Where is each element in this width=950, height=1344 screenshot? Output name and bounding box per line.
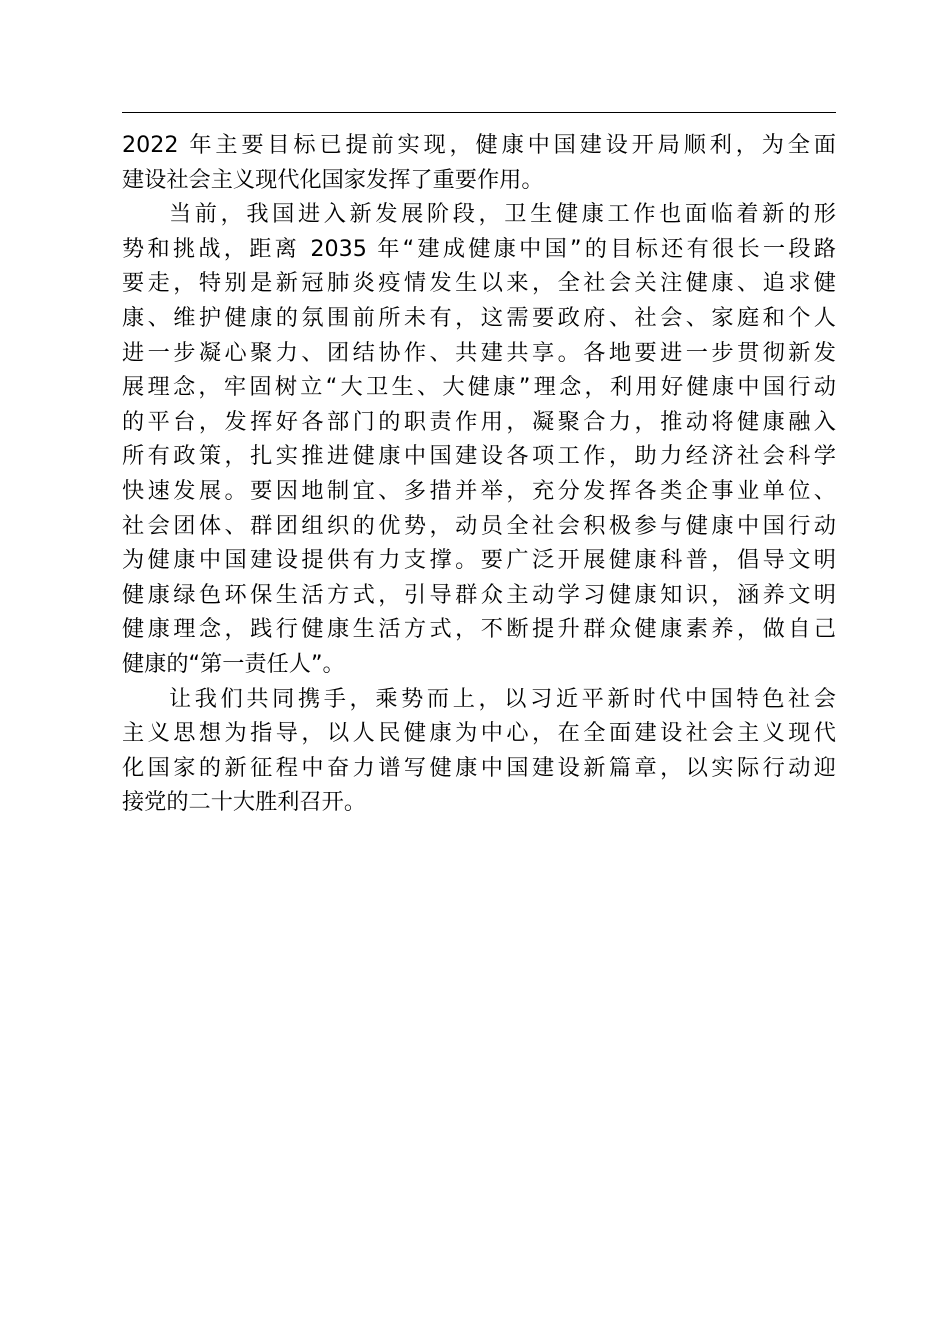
text-line: 健康理念，践行健康生活方式，不断提升群众健康素养，做自己 <box>122 616 836 643</box>
text-line: 所有政策，扎实推进健康中国建设各项工作，助力经济社会科学 <box>122 443 836 470</box>
text-line: 要走，特别是新冠肺炎疫情发生以来，全社会关注健康、追求健 <box>122 270 836 297</box>
text-line: 建设社会主义现代化国家发挥了重要作用。 <box>122 166 544 193</box>
text-line: 快速发展。要因地制宜、多措并举，充分发挥各类企事业单位、 <box>122 477 836 504</box>
text-line: 康、维护健康的氛围前所未有，这需要政府、社会、家庭和个人 <box>122 304 836 331</box>
text-line: 健康绿色环保生活方式，引导群众主动学习健康知识，涵养文明 <box>122 581 836 608</box>
text-line: 当前，我国进入新发展阶段，卫生健康工作也面临着新的形 <box>169 201 836 228</box>
text-line: 健康的“第一责任人”。 <box>122 650 345 677</box>
text-line: 势和挑战，距离 2035 年“建成健康中国”的目标还有很长一段路 <box>122 235 836 262</box>
text-line: 为健康中国建设提供有力支撑。要广泛开展健康科普，倡导文明 <box>122 547 836 574</box>
text-line: 主义思想为指导，以人民健康为中心，在全面建设社会主义现代 <box>122 720 836 747</box>
text-line: 2022 年主要目标已提前实现，健康中国建设开局顺利，为全面 <box>122 132 836 158</box>
text-line: 的平台，发挥好各部门的职责作用，凝聚合力，推动将健康融入 <box>122 408 836 435</box>
body-text <box>122 128 836 820</box>
header-rule <box>122 112 836 113</box>
text-line: 进一步凝心聚力、团结协作、共建共享。各地要进一步贯彻新发 <box>122 339 836 366</box>
text-line: 接党的二十大胜利召开。 <box>122 789 367 816</box>
text-line: 让我们共同携手，乘势而上，以习近平新时代中国特色社会 <box>169 685 836 712</box>
text-line: 展理念，牢固树立“大卫生、大健康”理念，利用好健康中国行动 <box>122 374 836 401</box>
text-line: 社会团体、群团组织的优势，动员全社会积极参与健康中国行动 <box>122 512 836 539</box>
text-line: 化国家的新征程中奋力谱写健康中国建设新篇章，以实际行动迎 <box>122 754 836 781</box>
